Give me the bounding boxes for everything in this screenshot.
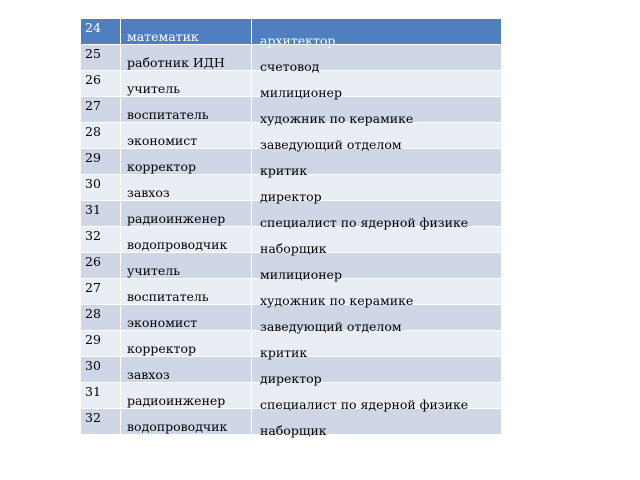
table-row [81,331,502,357]
occupation-a: водопроводчик [127,237,228,252]
occupation-a: водопроводчик [127,419,228,434]
occupation-a-cell [121,279,252,305]
occupation-b: директор [260,189,322,204]
occupation-b-cell [252,227,502,256]
occupation-a-cell [121,227,252,253]
occupation-a: работник ИДН [127,55,225,70]
table-row [81,305,502,331]
occupation-a-cell [121,357,252,383]
row-number-cell [81,383,121,409]
occupation-b: наборщик [260,423,327,438]
table-row [81,19,502,45]
occupation-b: специалист по ядерной физике [260,397,469,412]
occupation-b-cell [252,279,502,308]
occupation-b: милиционер [260,85,342,100]
table-row [81,357,502,383]
occupation-a-cell [121,201,252,227]
table-row [81,149,502,175]
row-number: 32 [85,228,101,243]
row-number: 31 [85,202,101,217]
row-number-cell [81,279,121,305]
row-number-cell [81,253,121,279]
occupation-b-cell [252,305,502,334]
occupation-a-cell [121,149,252,175]
table-row [81,383,502,409]
occupation-b-cell [252,409,502,438]
table-body [81,19,502,438]
table-row [81,227,502,253]
occupation-a: воспитатель [127,289,209,304]
table-row [81,409,502,435]
occupation-b-cell [252,45,502,74]
occupation-b: критик [260,345,308,360]
table-row [81,175,502,201]
occupation-a-cell [121,97,252,123]
table-row [81,71,502,97]
occupation-b: художник по керамике [260,293,414,308]
occupation-a-cell [121,253,252,279]
occupation-b-cell [252,97,502,126]
row-number-cell [81,305,121,331]
occupation-a: математик [127,29,199,44]
row-number-cell [81,357,121,383]
row-number: 30 [85,176,101,191]
occupation-b-cell [252,123,502,152]
row-number: 27 [85,98,101,113]
occupation-a: экономист [127,315,198,330]
row-number: 29 [85,150,101,165]
row-number-cell [81,149,121,175]
occupation-a-cell [121,331,252,357]
occupation-b: заведующий отделом [260,319,402,334]
row-number-cell [81,123,121,149]
occupation-b: счетовод [260,59,320,74]
occupation-a: завхоз [127,185,170,200]
occupation-a-cell [121,19,252,45]
row-number-cell [81,201,121,227]
occupation-b: наборщик [260,241,327,256]
row-number: 24 [85,20,101,35]
occupation-a-cell [121,71,252,97]
occupation-a: радиоинженер [127,211,226,226]
occupation-b: заведующий отделом [260,137,402,152]
row-number-cell [81,97,121,123]
table-row [81,45,502,71]
occupation-a: учитель [127,263,181,278]
row-number: 29 [85,332,101,347]
occupation-a: корректор [127,341,196,356]
occupation-b-cell [252,149,502,178]
occupation-a: учитель [127,81,181,96]
occupation-b: архитектор [260,33,336,48]
row-number-cell [81,19,121,45]
row-number: 25 [85,46,101,61]
occupation-a-cell [121,383,252,409]
occupation-a: экономист [127,133,198,148]
occupation-a: воспитатель [127,107,209,122]
table-row [81,97,502,123]
row-number-cell [81,45,121,71]
row-number: 26 [85,72,101,87]
occupation-a-cell [121,409,252,435]
occupation-b: критик [260,163,308,178]
occupation-b: директор [260,371,322,386]
row-number: 32 [85,410,101,425]
row-number: 27 [85,280,101,295]
occupation-b-cell [252,71,502,100]
occupation-a-cell [121,45,252,71]
occupation-b: милиционер [260,267,342,282]
occupation-b-cell [252,19,502,48]
row-number-cell [81,227,121,253]
occupation-b-cell [252,175,502,204]
occupation-b: художник по керамике [260,111,414,126]
table-row [81,279,502,305]
occupations-table [80,19,502,438]
occupation-a-cell [121,175,252,201]
row-number-cell [81,71,121,97]
row-number-cell [81,175,121,201]
occupation-a: радиоинженер [127,393,226,408]
occupation-b-cell [252,253,502,282]
occupation-b: специалист по ядерной физике [260,215,469,230]
row-number: 26 [85,254,101,269]
occupation-b-cell [252,331,502,360]
occupation-a-cell [121,123,252,149]
table-row [81,253,502,279]
row-number-cell [81,331,121,357]
occupation-a: завхоз [127,367,170,382]
occupation-b-cell [252,201,502,230]
occupation-a: корректор [127,159,196,174]
row-number: 31 [85,384,101,399]
occupation-b-cell [252,383,502,412]
table-row [81,123,502,149]
occupation-b-cell [252,357,502,386]
occupation-a-cell [121,305,252,331]
row-number: 28 [85,306,101,321]
row-number-cell [81,409,121,435]
row-number: 30 [85,358,101,373]
row-number: 28 [85,124,101,139]
table-row [81,201,502,227]
